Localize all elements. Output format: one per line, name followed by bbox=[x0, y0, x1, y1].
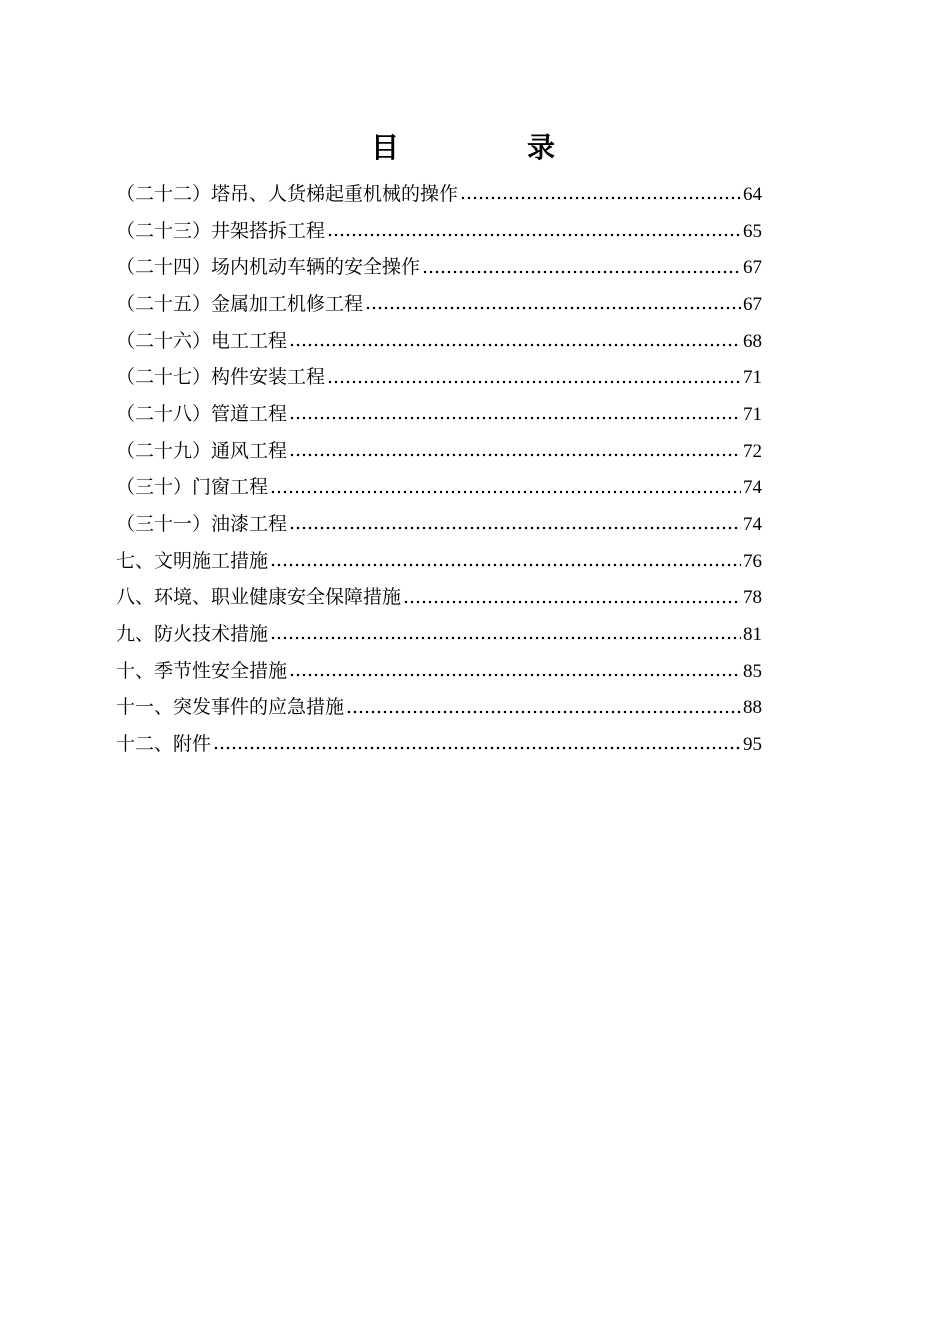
toc-entry-page-number: 74 bbox=[743, 477, 762, 499]
toc-dot-leader bbox=[422, 270, 741, 274]
toc-entry-label: （二十九）通风工程 bbox=[116, 439, 288, 462]
toc-dot-leader bbox=[289, 453, 741, 457]
toc-entry[interactable] bbox=[116, 653, 762, 690]
toc-entry[interactable] bbox=[116, 689, 762, 726]
toc-dot-leader bbox=[289, 526, 741, 530]
toc-entry-label: 七、文明施工措施 bbox=[116, 549, 269, 572]
toc-entry[interactable] bbox=[116, 433, 762, 470]
toc-entry-label: （二十五）金属加工机修工程 bbox=[116, 292, 364, 315]
toc-entry[interactable] bbox=[116, 176, 762, 213]
toc-title: 目 录 bbox=[370, 131, 605, 164]
toc-dot-leader bbox=[460, 196, 741, 200]
toc-entry-label: （二十七）构件安装工程 bbox=[116, 366, 326, 389]
toc-dot-leader bbox=[270, 563, 741, 567]
toc-entry[interactable] bbox=[116, 579, 762, 616]
toc-entry-label: 九、防火技术措施 bbox=[116, 622, 269, 645]
toc-entry-label: 八、环境、职业健康安全保障措施 bbox=[116, 586, 402, 609]
toc-entry-page-number: 65 bbox=[743, 220, 762, 242]
toc-entry-label: 十二、附件 bbox=[116, 732, 212, 755]
toc-entry[interactable] bbox=[116, 616, 762, 653]
toc-entry-label: （三十）门窗工程 bbox=[116, 476, 269, 499]
toc-dot-leader bbox=[270, 490, 741, 494]
toc-entry[interactable] bbox=[116, 286, 762, 323]
toc-entry-label: 十、季节性安全措施 bbox=[116, 659, 288, 682]
toc-entry-label: （三十一）油漆工程 bbox=[116, 512, 288, 535]
toc-entry-page-number: 88 bbox=[743, 697, 762, 719]
toc-entry-label: （二十六）电工工程 bbox=[116, 329, 288, 352]
toc-entry-page-number: 68 bbox=[743, 330, 762, 352]
toc-entry-page-number: 72 bbox=[743, 440, 762, 462]
toc-dot-leader bbox=[327, 380, 741, 384]
toc-dot-leader bbox=[346, 710, 741, 714]
toc-entry[interactable] bbox=[116, 469, 762, 506]
toc-entry-page-number: 85 bbox=[743, 660, 762, 682]
toc-entry-page-number: 95 bbox=[743, 733, 762, 755]
toc-entry-label: 十一、突发事件的应急措施 bbox=[116, 696, 345, 719]
toc-entry-label: （二十二）塔吊、人货梯起重机械的操作 bbox=[116, 183, 459, 205]
toc-entry[interactable] bbox=[116, 323, 762, 360]
toc-dot-leader bbox=[213, 746, 741, 750]
toc-dot-leader bbox=[289, 343, 741, 347]
toc-dot-leader bbox=[327, 233, 741, 237]
toc-entry-page-number: 64 bbox=[743, 184, 762, 205]
toc-entry[interactable] bbox=[116, 726, 762, 763]
toc-entry-page-number: 74 bbox=[743, 513, 762, 535]
toc-dot-leader bbox=[365, 306, 741, 310]
toc-dot-leader bbox=[289, 416, 741, 420]
toc-entry-page-number: 67 bbox=[743, 257, 762, 279]
toc-entry-page-number: 76 bbox=[743, 550, 762, 572]
toc-dot-leader bbox=[270, 636, 741, 640]
toc-entry-page-number: 78 bbox=[743, 587, 762, 609]
toc-entry-label: （二十三）井架搭拆工程 bbox=[116, 219, 326, 242]
toc-entry[interactable] bbox=[116, 543, 762, 580]
toc-entry[interactable] bbox=[116, 359, 762, 396]
toc-list bbox=[116, 176, 762, 763]
toc-entry[interactable] bbox=[116, 506, 762, 543]
toc-entry-label: （二十八）管道工程 bbox=[116, 402, 288, 425]
toc-entry-page-number: 71 bbox=[743, 367, 762, 389]
toc-entry[interactable] bbox=[116, 213, 762, 250]
toc-entry-label: （二十四）场内机动车辆的安全操作 bbox=[116, 256, 421, 279]
toc-entry-page-number: 81 bbox=[743, 623, 762, 645]
toc-entry-page-number: 67 bbox=[743, 293, 762, 315]
toc-dot-leader bbox=[289, 673, 741, 677]
toc-entry[interactable] bbox=[116, 396, 762, 433]
toc-entry-page-number: 71 bbox=[743, 403, 762, 425]
toc-entry[interactable] bbox=[116, 249, 762, 286]
toc-dot-leader bbox=[403, 600, 741, 604]
